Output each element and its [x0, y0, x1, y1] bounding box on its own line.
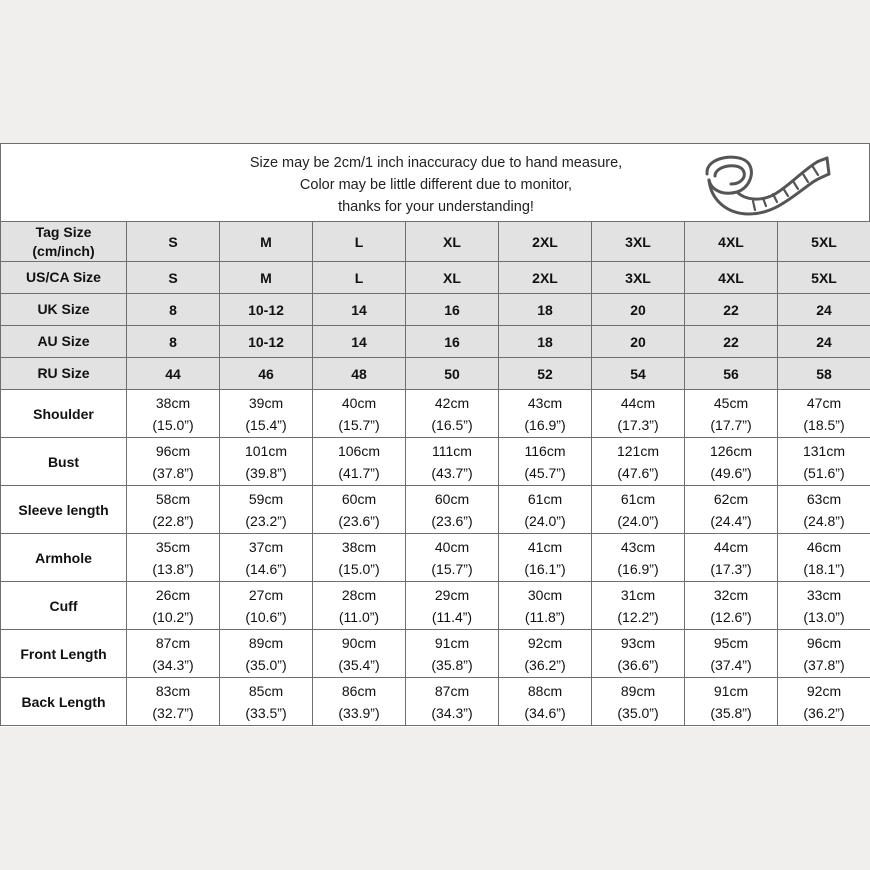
- size-cell: 50: [406, 358, 499, 390]
- measurement-cell: [685, 438, 778, 486]
- measurement-cell: [685, 486, 778, 534]
- size-cell: 14: [313, 294, 406, 326]
- measurement-cell: [313, 630, 406, 678]
- cm-value: 62cm: [713, 490, 749, 507]
- measurement-cell: [127, 486, 220, 534]
- inch-value: (16.5”): [431, 416, 473, 433]
- measurement-cell: [592, 534, 685, 582]
- cm-value: 116cm: [524, 442, 566, 459]
- size-cell: 46: [220, 358, 313, 390]
- inch-value: (23.2”): [245, 512, 287, 529]
- cm-value: 38cm: [341, 538, 377, 555]
- cm-value: 27cm: [248, 586, 284, 603]
- size-cell: 24: [778, 294, 870, 326]
- cm-value: 58cm: [155, 490, 191, 507]
- inch-value: (35.8”): [710, 704, 752, 721]
- measurement-cell: [592, 438, 685, 486]
- measurement-cell: [313, 534, 406, 582]
- measurement-cell: [685, 630, 778, 678]
- row-label: Front Length: [1, 630, 127, 678]
- size-row: [1, 326, 870, 358]
- measurement-cell: [220, 678, 313, 726]
- measurement-cell: [127, 678, 220, 726]
- measurement-cell: [313, 390, 406, 438]
- inch-value: (12.6”): [710, 608, 752, 625]
- measurement-cell: [313, 438, 406, 486]
- measurement-cell: [220, 486, 313, 534]
- size-cell: L: [313, 262, 406, 294]
- cm-value: 96cm: [806, 634, 842, 651]
- size-cell: 10-12: [220, 294, 313, 326]
- row-label: Sleeve length: [1, 486, 127, 534]
- size-cell: XL: [406, 222, 499, 262]
- inch-value: (11.4”): [431, 608, 473, 625]
- inch-value: (23.6”): [338, 512, 380, 529]
- measurement-cell: [127, 390, 220, 438]
- inch-value: (10.2”): [152, 608, 194, 625]
- size-chart: [0, 143, 870, 727]
- cm-value: 43cm: [620, 538, 656, 555]
- cm-value: 63cm: [806, 490, 842, 507]
- cm-value: 96cm: [155, 442, 191, 459]
- row-label: [1, 262, 127, 294]
- inch-value: (18.1”): [803, 560, 845, 577]
- cm-value: 29cm: [434, 586, 470, 603]
- cm-value: 37cm: [248, 538, 284, 555]
- inch-value: (47.6”): [617, 464, 659, 481]
- cm-value: 44cm: [713, 538, 749, 555]
- inch-value: (24.0”): [524, 512, 566, 529]
- inch-value: (16.1”): [524, 560, 566, 577]
- cm-value: 89cm: [620, 682, 656, 699]
- inch-value: (18.5”): [803, 416, 845, 433]
- notice-text: [196, 152, 676, 218]
- inch-value: (34.3”): [152, 656, 194, 673]
- inch-value: (45.7”): [524, 464, 566, 481]
- measurement-cell: [406, 486, 499, 534]
- size-cell: 18: [499, 294, 592, 326]
- cm-value: 91cm: [713, 682, 749, 699]
- measurement-row: [1, 630, 870, 678]
- inch-value: (17.3”): [710, 560, 752, 577]
- measurement-cell: [406, 582, 499, 630]
- inch-value: (15.0”): [338, 560, 380, 577]
- cm-value: 41cm: [527, 538, 563, 555]
- measurement-cell: [778, 582, 870, 630]
- cm-value: 91cm: [434, 634, 470, 651]
- size-row: [1, 358, 870, 390]
- measurement-cell: [220, 390, 313, 438]
- row-label: Bust: [1, 438, 127, 486]
- measurement-cell: [592, 390, 685, 438]
- inch-value: (36.2”): [524, 656, 566, 673]
- measurement-cell: [778, 534, 870, 582]
- measurement-cell: [499, 438, 592, 486]
- row-label-line: US/CA Size: [26, 269, 101, 285]
- cm-value: 26cm: [155, 586, 191, 603]
- measurement-cell: [592, 582, 685, 630]
- cm-value: 111cm: [432, 442, 472, 459]
- cm-value: 89cm: [248, 634, 284, 651]
- cm-value: 90cm: [341, 634, 377, 651]
- notice-banner: [0, 143, 870, 222]
- cm-value: 45cm: [713, 394, 749, 411]
- size-cell: 4XL: [685, 222, 778, 262]
- inch-value: (12.2”): [617, 608, 659, 625]
- inch-value: (36.6”): [617, 656, 659, 673]
- size-cell: 3XL: [592, 222, 685, 262]
- inch-value: (22.8”): [152, 512, 194, 529]
- measurement-cell: [220, 438, 313, 486]
- inch-value: (39.8”): [245, 464, 287, 481]
- measurement-cell: [313, 678, 406, 726]
- measurement-cell: [499, 534, 592, 582]
- cm-value: 60cm: [341, 490, 377, 507]
- cm-value: 44cm: [620, 394, 656, 411]
- size-cell: 5XL: [778, 262, 870, 294]
- inch-value: (41.7”): [338, 464, 380, 481]
- cm-value: 38cm: [155, 394, 191, 411]
- measurement-cell: [778, 486, 870, 534]
- cm-value: 83cm: [155, 682, 191, 699]
- cm-value: 28cm: [341, 586, 377, 603]
- inch-value: (36.2”): [803, 704, 845, 721]
- measurement-row: [1, 534, 870, 582]
- size-row: [1, 262, 870, 294]
- cm-value: 87cm: [434, 682, 470, 699]
- inch-value: (15.7”): [338, 416, 380, 433]
- measurement-cell: [499, 486, 592, 534]
- size-cell: 16: [406, 326, 499, 358]
- row-label-line: AU Size: [37, 333, 90, 349]
- notice-line-3: thanks for your understanding!: [338, 199, 534, 215]
- row-label: [1, 358, 127, 390]
- measuring-tape-icon: [697, 144, 837, 222]
- size-cell: 2XL: [499, 262, 592, 294]
- size-cell: 44: [127, 358, 220, 390]
- measurement-cell: [406, 630, 499, 678]
- measurement-cell: [499, 390, 592, 438]
- size-cell: M: [220, 222, 313, 262]
- measurement-row: [1, 582, 870, 630]
- inch-value: (24.4”): [710, 512, 752, 529]
- cm-value: 121cm: [616, 442, 660, 459]
- cm-value: 33cm: [806, 586, 842, 603]
- measurement-cell: [220, 630, 313, 678]
- size-cell: 14: [313, 326, 406, 358]
- inch-value: (15.4”): [245, 416, 287, 433]
- size-cell: S: [127, 262, 220, 294]
- size-cell: 4XL: [685, 262, 778, 294]
- size-cell: 48: [313, 358, 406, 390]
- cm-value: 126cm: [709, 442, 753, 459]
- size-cell: 22: [685, 294, 778, 326]
- measurement-cell: [685, 390, 778, 438]
- cm-value: 85cm: [248, 682, 284, 699]
- row-label-line: (cm/inch): [32, 242, 95, 259]
- measurement-cell: [127, 582, 220, 630]
- cm-value: 40cm: [434, 538, 470, 555]
- inch-value: (51.6”): [803, 464, 845, 481]
- measurement-cell: [127, 630, 220, 678]
- cm-value: 40cm: [341, 394, 377, 411]
- measurement-cell: [778, 630, 870, 678]
- inch-value: (35.0”): [245, 656, 287, 673]
- size-cell: S: [127, 222, 220, 262]
- measurement-cell: [685, 534, 778, 582]
- measurement-cell: [685, 582, 778, 630]
- inch-value: (24.0”): [617, 512, 659, 529]
- size-cell: 56: [685, 358, 778, 390]
- inch-value: (15.0”): [152, 416, 194, 433]
- size-cell: L: [313, 222, 406, 262]
- inch-value: (43.7”): [431, 464, 473, 481]
- cm-value: 92cm: [806, 682, 842, 699]
- measurement-row: [1, 390, 870, 438]
- measurement-cell: [499, 582, 592, 630]
- inch-value: (34.3”): [431, 704, 473, 721]
- row-label: Cuff: [1, 582, 127, 630]
- size-cell: 52: [499, 358, 592, 390]
- inch-value: (16.9”): [524, 416, 566, 433]
- cm-value: 60cm: [434, 490, 470, 507]
- cm-value: 86cm: [341, 682, 377, 699]
- cm-value: 42cm: [434, 394, 470, 411]
- cm-value: 30cm: [527, 586, 563, 603]
- size-cell: 22: [685, 326, 778, 358]
- notice-line-1: Size may be 2cm/1 inch inaccuracy due to hand measure,: [249, 155, 623, 171]
- inch-value: (16.9”): [617, 560, 659, 577]
- cm-value: 92cm: [527, 634, 563, 651]
- cm-value: 47cm: [806, 394, 842, 411]
- inch-value: (15.7”): [431, 560, 473, 577]
- inch-value: (11.0”): [338, 608, 380, 625]
- inch-value: (37.8”): [152, 464, 194, 481]
- cm-value: 35cm: [155, 538, 191, 555]
- measurement-cell: [406, 534, 499, 582]
- measurement-cell: [778, 438, 870, 486]
- inch-value: (33.5”): [245, 704, 287, 721]
- cm-value: 93cm: [620, 634, 656, 651]
- measurement-cell: [406, 390, 499, 438]
- size-cell: 18: [499, 326, 592, 358]
- inch-value: (35.0”): [617, 704, 659, 721]
- size-row: [1, 222, 870, 262]
- row-label-line: UK Size: [37, 301, 90, 317]
- size-cell: 5XL: [778, 222, 870, 262]
- row-label: [1, 294, 127, 326]
- cm-value: 61cm: [620, 490, 656, 507]
- row-label: Shoulder: [1, 390, 127, 438]
- cm-value: 88cm: [527, 682, 563, 699]
- measurement-cell: [592, 486, 685, 534]
- measurement-row: [1, 486, 870, 534]
- inch-value: (10.6”): [245, 608, 287, 625]
- size-cell: 2XL: [499, 222, 592, 262]
- inch-value: (13.0”): [803, 608, 845, 625]
- size-row: [1, 294, 870, 326]
- inch-value: (34.6”): [524, 704, 566, 721]
- size-cell: XL: [406, 262, 499, 294]
- size-cell: 58: [778, 358, 870, 390]
- cm-value: 46cm: [806, 538, 842, 555]
- inch-value: (23.6”): [431, 512, 473, 529]
- cm-value: 59cm: [248, 490, 284, 507]
- notice-line-2: Color may be little different due to monitor,: [299, 177, 573, 193]
- size-cell: 3XL: [592, 262, 685, 294]
- inch-value: (13.8”): [152, 560, 194, 577]
- cm-value: 32cm: [713, 586, 749, 603]
- cm-value: 106cm: [337, 442, 381, 459]
- size-cell: 24: [778, 326, 870, 358]
- measurement-cell: [592, 678, 685, 726]
- cm-value: 43cm: [527, 394, 563, 411]
- measurement-cell: [499, 630, 592, 678]
- cm-value: 39cm: [248, 394, 284, 411]
- inch-value: (35.4”): [338, 656, 380, 673]
- inch-value: (17.3”): [617, 416, 659, 433]
- measurement-cell: [220, 534, 313, 582]
- measurement-cell: [592, 630, 685, 678]
- measurement-cell: [499, 678, 592, 726]
- row-label: Back Length: [1, 678, 127, 726]
- inch-value: (49.6”): [710, 464, 752, 481]
- size-cell: M: [220, 262, 313, 294]
- inch-value: (14.6”): [245, 560, 287, 577]
- measurement-cell: [406, 438, 499, 486]
- size-cell: 8: [127, 294, 220, 326]
- inch-value: (32.7”): [152, 704, 194, 721]
- measurement-cell: [778, 678, 870, 726]
- inch-value: (17.7”): [710, 416, 752, 433]
- inch-value: (37.4”): [710, 656, 752, 673]
- measurement-cell: [127, 534, 220, 582]
- inch-value: (35.8”): [431, 656, 473, 673]
- measurement-cell: [313, 582, 406, 630]
- measurement-cell: [313, 486, 406, 534]
- row-label-line: Tag Size: [35, 223, 92, 240]
- size-cell: 10-12: [220, 326, 313, 358]
- size-cell: 54: [592, 358, 685, 390]
- size-table: [0, 221, 870, 726]
- cm-value: 31cm: [620, 586, 656, 603]
- measurement-cell: [220, 582, 313, 630]
- measurement-cell: [406, 678, 499, 726]
- measurement-row: [1, 678, 870, 726]
- row-label-line: RU Size: [37, 365, 90, 381]
- cm-value: 61cm: [527, 490, 563, 507]
- inch-value: (33.9”): [338, 704, 380, 721]
- inch-value: (37.8”): [803, 656, 845, 673]
- inch-value: (24.8”): [803, 512, 845, 529]
- cm-value: 87cm: [155, 634, 191, 651]
- size-cell: 20: [592, 294, 685, 326]
- size-cell: 8: [127, 326, 220, 358]
- row-label: Armhole: [1, 534, 127, 582]
- cm-value: 101cm: [244, 442, 288, 459]
- row-label: [1, 326, 127, 358]
- size-cell: 20: [592, 326, 685, 358]
- measurement-row: [1, 438, 870, 486]
- measurement-cell: [127, 438, 220, 486]
- inch-value: (11.8”): [524, 608, 566, 625]
- cm-value: 131cm: [802, 442, 846, 459]
- measurement-cell: [778, 390, 870, 438]
- row-label: [1, 222, 127, 262]
- measurement-cell: [685, 678, 778, 726]
- cm-value: 95cm: [713, 634, 749, 651]
- size-cell: 16: [406, 294, 499, 326]
